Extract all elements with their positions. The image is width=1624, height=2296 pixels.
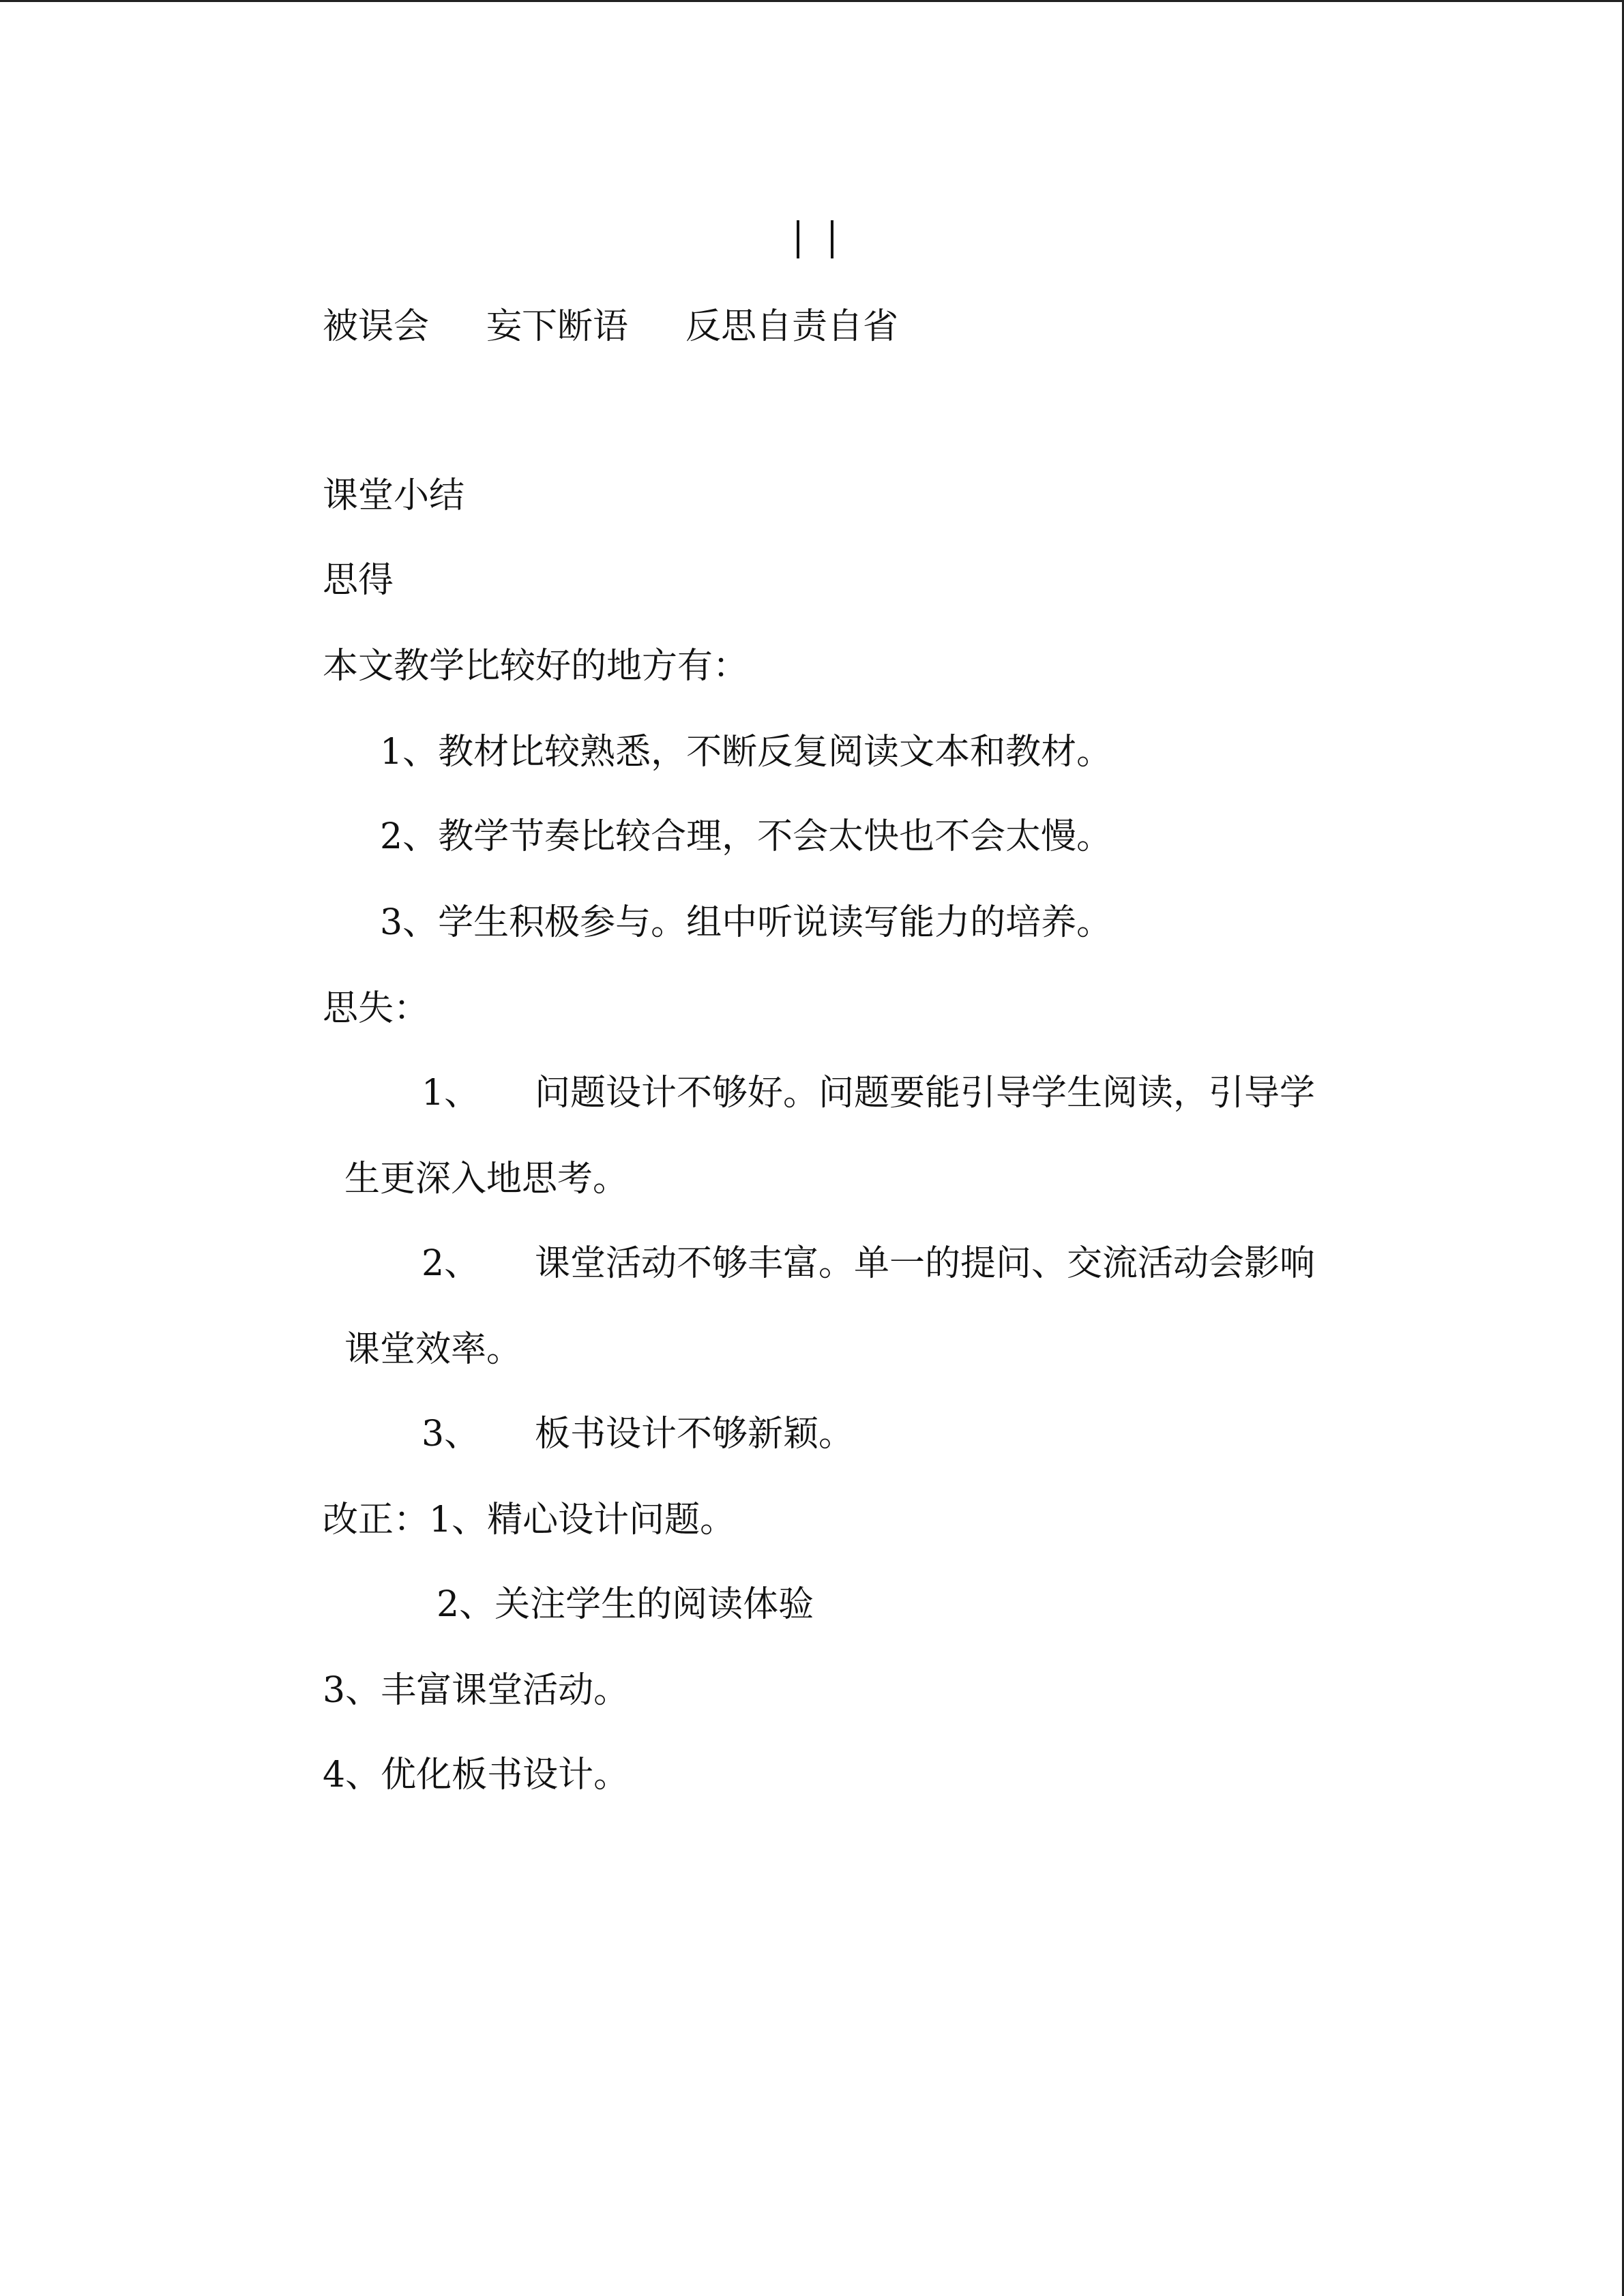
gain-item-1: 1、教材比较熟悉，不断反复阅读文本和教材。: [380, 732, 1112, 773]
correction-1: 改正：1、精心设计问题。: [323, 1500, 736, 1540]
gain-item-3: 3、学生积极参与。组中听说读写能力的培养。: [380, 902, 1112, 943]
loss-item-3: [422, 1412, 854, 1456]
correction-3: 3、丰富课堂活动。: [323, 1670, 630, 1711]
phrase-line: [323, 305, 898, 348]
loss-item-2-number: 2、: [422, 1243, 480, 1284]
gains-intro: 本文教学比较好的地方有：: [323, 646, 749, 687]
loss-item-1: [422, 1071, 1315, 1115]
phrase-1: 被误会: [323, 306, 430, 347]
loss-item-3-text: 板书设计不够新颖。: [535, 1414, 855, 1455]
gain-item-2: 2、教学节奏比较合理，不会太快也不会太慢。: [380, 816, 1112, 857]
loss-item-1-continued: 生更深入地思考。: [344, 1159, 629, 1199]
gains-heading: 思得: [323, 560, 394, 601]
loss-item-1-number: 1、: [422, 1073, 480, 1114]
separator-bar-left: [797, 220, 799, 258]
separator-bar-right: [831, 220, 833, 258]
correction-2: 2、关注学生的阅读体验: [437, 1584, 814, 1625]
loss-item-2: [422, 1242, 1315, 1285]
phrase-3: 反思自责自省: [685, 306, 899, 347]
separator-bars: [791, 220, 839, 258]
summary-heading: 课堂小结: [323, 475, 465, 516]
phrase-2: 妄下断语: [486, 306, 629, 347]
loss-item-2-continued: 课堂效率。: [344, 1329, 522, 1370]
loss-item-2-text: 课堂活动不够丰富。单一的提问、交流活动会影响: [535, 1243, 1316, 1284]
loss-item-1-text: 问题设计不够好。问题要能引导学生阅读，引导学: [535, 1073, 1316, 1114]
correction-4: 4、优化板书设计。: [323, 1755, 630, 1795]
loss-item-3-number: 3、: [422, 1414, 480, 1455]
losses-heading: 思失：: [323, 988, 430, 1029]
